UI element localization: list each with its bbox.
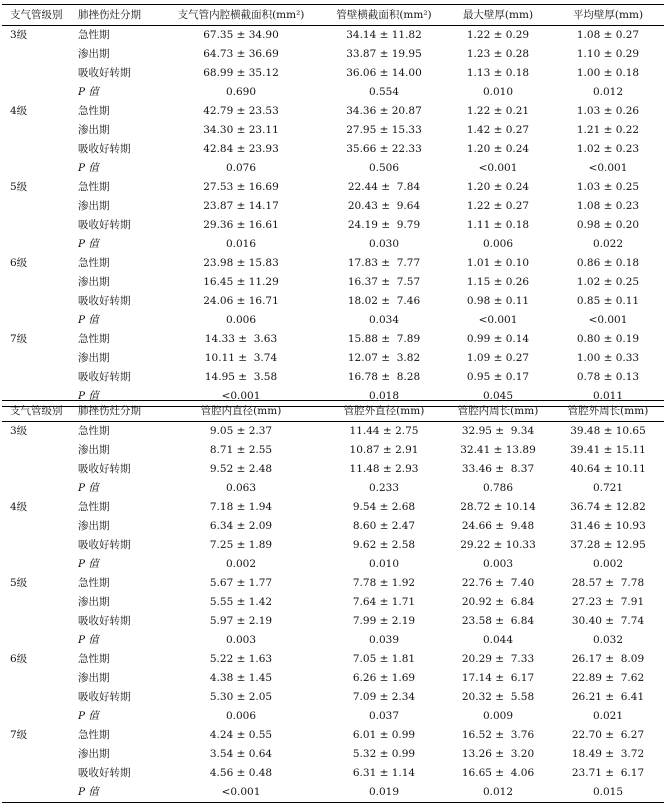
- table-row: [2, 64, 664, 83]
- table-row: [2, 330, 664, 349]
- value-cell: 27.95 ± 15.33: [346, 124, 422, 136]
- phase-label: 吸收好转期: [78, 539, 131, 551]
- value-cell: 0.95 ± 0.17: [466, 371, 530, 383]
- value-cell: 8.60 ± 2.47: [352, 520, 416, 532]
- p-value-cell: 0.034: [368, 314, 400, 326]
- value-cell: 1.02 ± 0.25: [576, 276, 640, 288]
- bronchus-level-cell: [2, 235, 72, 254]
- value-cell: 34.30 ± 23.11: [203, 124, 279, 136]
- value-cell: 16.45 ± 11.29: [203, 276, 279, 288]
- value-cell: 36.74 ± 12.82: [570, 501, 646, 513]
- column-header: 管腔外直径(mm): [343, 405, 425, 417]
- table-row: [2, 574, 664, 593]
- value-cell: 14.95 ± 3.58: [204, 371, 278, 383]
- value-cell: 1.20 ± 0.24: [466, 143, 530, 155]
- value-cell: 18.49 ± 3.72: [571, 748, 645, 760]
- phase-label: 急性期: [78, 257, 110, 269]
- value-cell: 4.24 ± 0.55: [209, 729, 273, 741]
- bronchus-level-cell: 3级: [10, 29, 28, 41]
- value-cell: 6.26 ± 1.69: [352, 672, 416, 684]
- bronchus-level-cell: 3级: [10, 425, 28, 437]
- p-value-label: P 值: [78, 238, 99, 250]
- value-cell: 28.57 ± 7.78: [571, 577, 645, 589]
- table-header-row: [2, 401, 664, 422]
- value-cell: 4.38 ± 1.45: [209, 672, 273, 684]
- value-cell: 1.23 ± 0.28: [466, 48, 530, 60]
- table-row: [2, 102, 664, 121]
- phase-label: 急性期: [78, 425, 110, 437]
- table-row: [2, 669, 664, 688]
- bronchus-level-cell: [2, 631, 72, 650]
- bronchus-level-cell: [2, 593, 72, 612]
- table-row: [2, 45, 664, 64]
- p-value-cell: 0.506: [368, 162, 400, 174]
- bronchus-level-cell: [2, 197, 72, 216]
- value-cell: 5.22 ± 1.63: [209, 653, 273, 665]
- phase-label: 急性期: [78, 729, 110, 741]
- bronchus-level-cell: 5级: [10, 181, 28, 193]
- phase-label: 急性期: [78, 577, 110, 589]
- value-cell: 16.78 ± 8.28: [347, 371, 421, 383]
- value-cell: 1.03 ± 0.26: [576, 105, 640, 117]
- bronchus-level-cell: [2, 83, 72, 102]
- bronchus-level-cell: [2, 311, 72, 330]
- phase-label: 渗出期: [78, 672, 110, 684]
- value-cell: 1.08 ± 0.27: [576, 29, 640, 41]
- value-cell: 6.31 ± 1.14: [352, 767, 416, 779]
- table-row: [2, 612, 664, 631]
- bronchus-level-cell: [2, 216, 72, 235]
- table-row: [2, 216, 664, 235]
- bronchus-level-cell: [2, 745, 72, 764]
- p-value-cell: 0.022: [592, 238, 624, 250]
- value-cell: 16.65 ± 4.06: [461, 767, 535, 779]
- bronchus-level-cell: [2, 349, 72, 368]
- value-cell: 36.06 ± 14.00: [346, 67, 422, 79]
- phase-label: 吸收好转期: [78, 219, 131, 231]
- phase-label: 吸收好转期: [78, 615, 131, 627]
- table-row: [2, 422, 664, 442]
- value-cell: 1.02 ± 0.23: [576, 143, 640, 155]
- phase-label: 吸收好转期: [78, 463, 131, 475]
- value-cell: 5.97 ± 2.19: [209, 615, 273, 627]
- phase-label: 渗出期: [78, 48, 110, 60]
- value-cell: 1.00 ± 0.33: [576, 352, 640, 364]
- p-value-cell: 0.030: [368, 238, 400, 250]
- phase-label: 吸收好转期: [78, 67, 131, 79]
- p-value-cell: 0.039: [368, 634, 400, 646]
- value-cell: 1.09 ± 0.27: [466, 352, 530, 364]
- value-cell: 29.22 ± 10.33: [460, 539, 536, 551]
- table-row: [2, 498, 664, 517]
- p-value-cell: 0.002: [225, 558, 257, 570]
- value-cell: 30.40 ± 7.74: [571, 615, 645, 627]
- bronchus-level-cell: [2, 669, 72, 688]
- value-cell: 17.83 ± 7.77: [347, 257, 421, 269]
- value-cell: 7.18 ± 1.94: [209, 501, 273, 513]
- column-header: 平均壁厚(mm): [572, 9, 644, 21]
- value-cell: 33.87 ± 19.95: [346, 48, 422, 60]
- p-value-cell: 0.063: [225, 482, 257, 494]
- bronchus-level-cell: [2, 517, 72, 536]
- value-cell: 11.48 ± 2.93: [349, 463, 419, 475]
- phase-label: 吸收好转期: [78, 295, 131, 307]
- phase-label: 渗出期: [78, 748, 110, 760]
- bronchus-level-cell: 6级: [10, 257, 28, 269]
- bronchus-level-cell: [2, 479, 72, 498]
- p-value-label: P 值: [78, 558, 99, 570]
- value-cell: 22.70 ± 6.27: [571, 729, 645, 741]
- p-value-cell: 0.006: [225, 314, 257, 326]
- table-row: [2, 159, 664, 178]
- column-header: 肺挫伤灶分期: [78, 405, 141, 417]
- value-cell: 7.99 ± 2.19: [352, 615, 416, 627]
- p-value-label: P 值: [78, 786, 99, 798]
- table-row: [2, 688, 664, 707]
- value-cell: 6.01 ± 0.99: [352, 729, 416, 741]
- table-row: [2, 593, 664, 612]
- p-value-cell: 0.032: [592, 634, 624, 646]
- value-cell: 37.28 ± 12.95: [570, 539, 646, 551]
- value-cell: 7.25 ± 1.89: [209, 539, 273, 551]
- value-cell: 17.14 ± 6.17: [461, 672, 535, 684]
- value-cell: 20.92 ± 6.84: [461, 596, 535, 608]
- value-cell: 24.06 ± 16.71: [203, 295, 279, 307]
- p-value-cell: 0.554: [368, 86, 400, 98]
- value-cell: 6.34 ± 2.09: [209, 520, 273, 532]
- bronchus-level-cell: 4级: [10, 105, 28, 117]
- table-row: [2, 140, 664, 159]
- p-value-cell: <0.001: [221, 786, 261, 798]
- value-cell: 24.19 ± 9.79: [347, 219, 421, 231]
- p-value-cell: 0.010: [482, 86, 514, 98]
- value-cell: 9.52 ± 2.48: [209, 463, 273, 475]
- table-row: [2, 349, 664, 368]
- table-row: [2, 235, 664, 254]
- value-cell: 32.41 ± 13.89: [460, 444, 536, 456]
- value-cell: 1.00 ± 0.18: [576, 67, 640, 79]
- column-header: 管腔内直径(mm): [200, 405, 282, 417]
- value-cell: 42.79 ± 23.53: [203, 105, 279, 117]
- value-cell: 29.36 ± 16.61: [203, 219, 279, 231]
- bronchus-level-cell: [2, 555, 72, 574]
- value-cell: 0.86 ± 0.18: [576, 257, 640, 269]
- p-value-cell: <0.001: [588, 314, 628, 326]
- table-row: [2, 764, 664, 783]
- column-header: 管腔外周长(mm): [567, 405, 649, 417]
- table-row: [2, 368, 664, 387]
- table-row: [2, 536, 664, 555]
- value-cell: 34.36 ± 20.87: [346, 105, 422, 117]
- bronchus-level-cell: [2, 612, 72, 631]
- table-row: [2, 441, 664, 460]
- value-cell: 32.95 ± 9.34: [461, 425, 535, 437]
- bronchus-level-cell: [2, 764, 72, 783]
- p-value-cell: 0.003: [225, 634, 257, 646]
- bronchus-level-cell: 4级: [10, 501, 28, 513]
- value-cell: 7.09 ± 2.34: [352, 691, 416, 703]
- value-cell: 27.53 ± 16.69: [203, 181, 279, 193]
- bronchus-area-wall-table: [2, 4, 664, 407]
- value-cell: 10.11 ± 3.74: [204, 352, 278, 364]
- value-cell: 20.32 ± 5.58: [461, 691, 535, 703]
- p-value-label: P 值: [78, 710, 99, 722]
- value-cell: 0.98 ± 0.11: [466, 295, 530, 307]
- p-value-cell: 0.006: [225, 710, 257, 722]
- table-row: [2, 460, 664, 479]
- p-value-label: P 值: [78, 390, 99, 402]
- p-value-cell: 0.016: [225, 238, 257, 250]
- value-cell: 7.78 ± 1.92: [352, 577, 416, 589]
- value-cell: 8.71 ± 2.55: [209, 444, 273, 456]
- value-cell: 1.15 ± 0.26: [466, 276, 530, 288]
- bronchus-level-cell: [2, 368, 72, 387]
- value-cell: 20.29 ± 7.33: [461, 653, 535, 665]
- phase-label: 急性期: [78, 181, 110, 193]
- phase-label: 吸收好转期: [78, 143, 131, 155]
- value-cell: 28.72 ± 10.14: [460, 501, 536, 513]
- bronchus-level-cell: [2, 292, 72, 311]
- table-row: [2, 26, 664, 46]
- p-value-cell: <0.001: [221, 390, 261, 402]
- table-row: [2, 650, 664, 669]
- value-cell: 23.87 ± 14.17: [203, 200, 279, 212]
- value-cell: 15.88 ± 7.89: [347, 333, 421, 345]
- value-cell: 1.13 ± 0.18: [466, 67, 530, 79]
- value-cell: 1.11 ± 0.18: [466, 219, 530, 231]
- table-row: [2, 631, 664, 650]
- value-cell: 9.54 ± 2.68: [352, 501, 416, 513]
- bronchus-level-cell: 7级: [10, 729, 28, 741]
- phase-label: 吸收好转期: [78, 691, 131, 703]
- bronchus-level-cell: [2, 140, 72, 159]
- p-value-cell: 0.019: [368, 786, 400, 798]
- value-cell: 0.98 ± 0.20: [576, 219, 640, 231]
- value-cell: 4.56 ± 0.48: [209, 767, 273, 779]
- p-value-cell: 0.786: [482, 482, 514, 494]
- value-cell: 1.22 ± 0.27: [466, 200, 530, 212]
- bronchus-level-cell: [2, 707, 72, 726]
- value-cell: 23.71 ± 6.17: [571, 767, 645, 779]
- value-cell: 39.41 ± 15.11: [570, 444, 646, 456]
- value-cell: 3.54 ± 0.64: [209, 748, 273, 760]
- phase-label: 急性期: [78, 653, 110, 665]
- bronchus-level-cell: [2, 441, 72, 460]
- p-value-cell: 0.690: [225, 86, 257, 98]
- value-cell: 13.26 ± 3.20: [461, 748, 535, 760]
- p-value-cell: 0.002: [592, 558, 624, 570]
- phase-label: 渗出期: [78, 352, 110, 364]
- value-cell: 39.48 ± 10.65: [570, 425, 646, 437]
- value-cell: 68.99 ± 35.12: [203, 67, 279, 79]
- value-cell: 16.37 ± 7.57: [347, 276, 421, 288]
- value-cell: 67.35 ± 34.90: [203, 29, 279, 41]
- value-cell: 0.99 ± 0.14: [466, 333, 530, 345]
- p-value-cell: 0.721: [592, 482, 624, 494]
- bronchus-level-cell: [2, 688, 72, 707]
- p-value-cell: 0.009: [482, 710, 514, 722]
- p-value-cell: 0.233: [368, 482, 400, 494]
- column-header: 支气管内腔横截面积(mm²): [177, 9, 305, 21]
- p-value-cell: 0.076: [225, 162, 257, 174]
- phase-label: 急性期: [78, 333, 110, 345]
- value-cell: 10.87 ± 2.91: [349, 444, 419, 456]
- value-cell: 22.44 ± 7.84: [347, 181, 421, 193]
- value-cell: 7.05 ± 1.81: [352, 653, 416, 665]
- phase-label: 渗出期: [78, 520, 110, 532]
- p-value-cell: 0.006: [482, 238, 514, 250]
- p-value-cell: 0.012: [592, 86, 624, 98]
- value-cell: 23.58 ± 6.84: [461, 615, 535, 627]
- table-header-row: [2, 5, 664, 26]
- p-value-cell: 0.010: [368, 558, 400, 570]
- table-row: [2, 197, 664, 216]
- value-cell: 22.76 ± 7.40: [461, 577, 535, 589]
- value-cell: 31.46 ± 10.93: [570, 520, 646, 532]
- value-cell: 64.73 ± 36.69: [203, 48, 279, 60]
- bronchus-level-cell: [2, 460, 72, 479]
- table-row: [2, 83, 664, 102]
- value-cell: 18.02 ± 7.46: [347, 295, 421, 307]
- p-value-cell: 0.015: [592, 786, 624, 798]
- phase-label: 渗出期: [78, 596, 110, 608]
- value-cell: 26.17 ± 8.09: [571, 653, 645, 665]
- value-cell: 1.01 ± 0.10: [466, 257, 530, 269]
- value-cell: 1.22 ± 0.29: [466, 29, 530, 41]
- bronchus-level-cell: [2, 45, 72, 64]
- table-row: [2, 517, 664, 536]
- value-cell: 5.32 ± 0.99: [352, 748, 416, 760]
- p-value-label: P 值: [78, 314, 99, 326]
- column-header: 肺挫伤灶分期: [78, 9, 141, 21]
- value-cell: 1.20 ± 0.24: [466, 181, 530, 193]
- value-cell: 16.52 ± 3.76: [461, 729, 535, 741]
- p-value-cell: 0.012: [482, 786, 514, 798]
- value-cell: 0.78 ± 0.13: [576, 371, 640, 383]
- value-cell: 5.30 ± 2.05: [209, 691, 273, 703]
- table-row: [2, 726, 664, 745]
- phase-label: 急性期: [78, 105, 110, 117]
- bronchus-level-cell: [2, 64, 72, 83]
- p-value-cell: 0.018: [368, 390, 400, 402]
- bronchus-level-cell: 7级: [10, 333, 28, 345]
- table-row: [2, 311, 664, 330]
- value-cell: 34.14 ± 11.82: [346, 29, 422, 41]
- value-cell: 27.23 ± 7.91: [571, 596, 645, 608]
- value-cell: 23.98 ± 15.83: [203, 257, 279, 269]
- value-cell: 22.89 ± 7.62: [571, 672, 645, 684]
- value-cell: 1.42 ± 0.27: [466, 124, 530, 136]
- table-row: [2, 292, 664, 311]
- value-cell: 0.80 ± 0.19: [576, 333, 640, 345]
- value-cell: 42.84 ± 23.93: [203, 143, 279, 155]
- phase-label: 急性期: [78, 501, 110, 513]
- value-cell: 5.67 ± 1.77: [209, 577, 273, 589]
- table-row: [2, 479, 664, 498]
- phase-label: 急性期: [78, 29, 110, 41]
- column-header: 管腔内周长(mm): [457, 405, 539, 417]
- value-cell: 14.33 ± 3.63: [204, 333, 278, 345]
- column-header: 支气管级别: [10, 405, 63, 417]
- phase-label: 吸收好转期: [78, 767, 131, 779]
- column-header: 支气管级别: [10, 9, 63, 21]
- table-row: [2, 178, 664, 197]
- p-value-cell: 0.037: [368, 710, 400, 722]
- value-cell: 33.46 ± 8.37: [461, 463, 535, 475]
- value-cell: 5.55 ± 1.42: [209, 596, 273, 608]
- p-value-cell: 0.011: [592, 390, 624, 402]
- value-cell: 1.22 ± 0.21: [466, 105, 530, 117]
- table-row: [2, 707, 664, 726]
- value-cell: 1.03 ± 0.25: [576, 181, 640, 193]
- table-row: [2, 273, 664, 292]
- bronchus-diameter-perimeter-table: [2, 400, 664, 803]
- p-value-label: P 值: [78, 86, 99, 98]
- bronchus-level-cell: [2, 536, 72, 555]
- p-value-label: P 值: [78, 162, 99, 174]
- value-cell: 1.08 ± 0.23: [576, 200, 640, 212]
- bronchus-level-cell: 5级: [10, 577, 28, 589]
- value-cell: 26.21 ± 6.41: [571, 691, 645, 703]
- p-value-cell: <0.001: [478, 314, 518, 326]
- table-row: [2, 254, 664, 273]
- table-row: [2, 121, 664, 140]
- phase-label: 吸收好转期: [78, 371, 131, 383]
- p-value-cell: <0.001: [478, 162, 518, 174]
- bronchus-level-cell: 6级: [10, 653, 28, 665]
- phase-label: 渗出期: [78, 200, 110, 212]
- table-row: [2, 745, 664, 764]
- bronchus-level-cell: [2, 121, 72, 140]
- value-cell: 1.10 ± 0.29: [576, 48, 640, 60]
- value-cell: 9.05 ± 2.37: [209, 425, 273, 437]
- value-cell: 12.07 ± 3.82: [347, 352, 421, 364]
- bronchus-level-cell: [2, 273, 72, 292]
- phase-label: 渗出期: [78, 124, 110, 136]
- phase-label: 渗出期: [78, 276, 110, 288]
- table-row: [2, 555, 664, 574]
- p-value-cell: 0.021: [592, 710, 624, 722]
- column-header: 最大壁厚(mm): [462, 9, 534, 21]
- phase-label: 渗出期: [78, 444, 110, 456]
- p-value-cell: 0.045: [482, 390, 514, 402]
- p-value-label: P 值: [78, 634, 99, 646]
- value-cell: 40.64 ± 10.11: [570, 463, 646, 475]
- value-cell: 20.43 ± 9.64: [347, 200, 421, 212]
- p-value-cell: 0.044: [482, 634, 514, 646]
- value-cell: 11.44 ± 2.75: [349, 425, 419, 437]
- value-cell: 24.66 ± 9.48: [461, 520, 535, 532]
- column-header: 管壁横截面积(mm²): [336, 9, 432, 21]
- p-value-label: P 值: [78, 482, 99, 494]
- value-cell: 9.62 ± 2.58: [352, 539, 416, 551]
- value-cell: 1.21 ± 0.22: [576, 124, 640, 136]
- value-cell: 7.64 ± 1.71: [352, 596, 416, 608]
- bronchus-level-cell: [2, 159, 72, 178]
- p-value-cell: <0.001: [588, 162, 628, 174]
- value-cell: 35.66 ± 22.33: [346, 143, 422, 155]
- p-value-cell: 0.003: [482, 558, 514, 570]
- value-cell: 0.85 ± 0.11: [576, 295, 640, 307]
